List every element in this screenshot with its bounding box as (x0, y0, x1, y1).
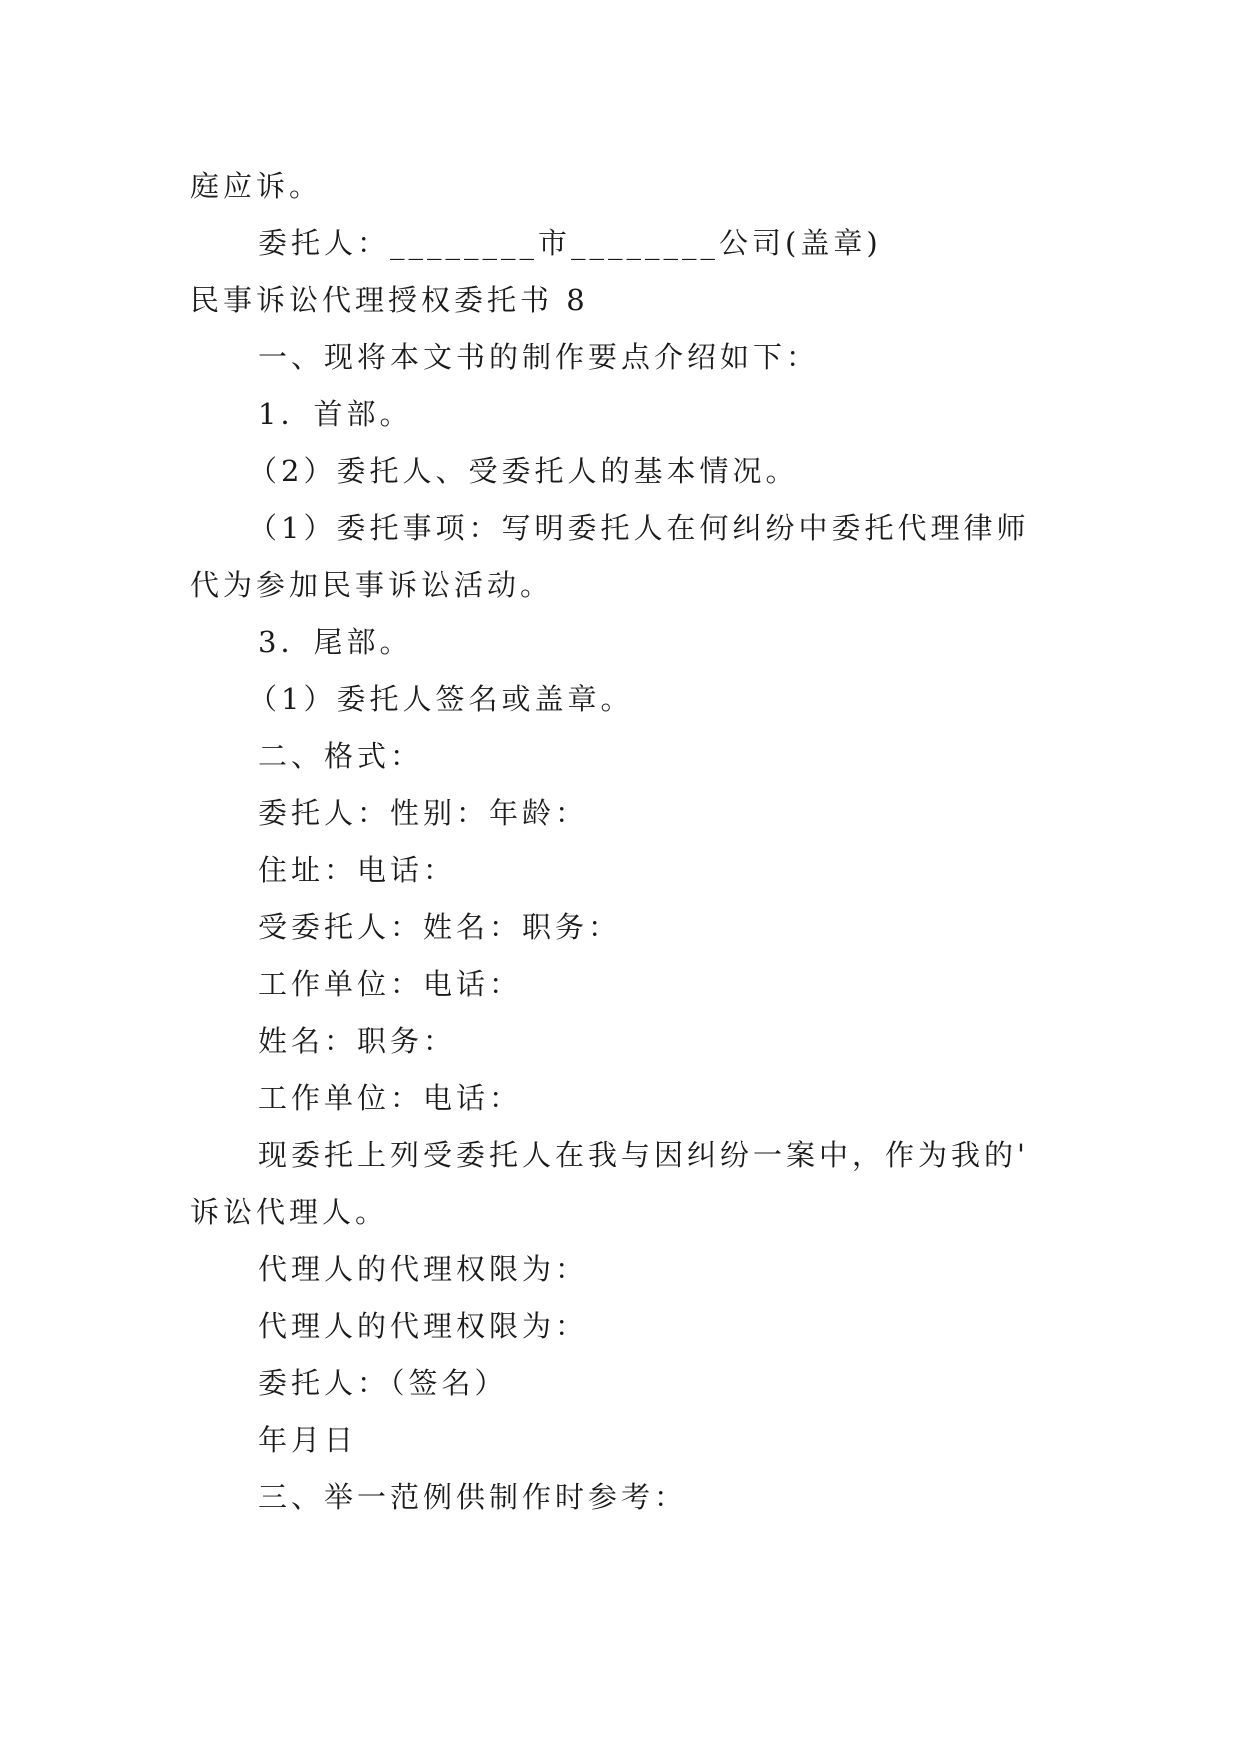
text-line-matters-continued: 代为参加民事诉讼活动。 (190, 568, 554, 602)
text-line-authority-2: 代理人的代理权限为： (258, 1309, 589, 1343)
text-line-date: 年月日 (258, 1423, 358, 1457)
text-line-basic-info: （2）委托人、受委托人的基本情况。 (248, 454, 799, 488)
text-line-footer-item: 3．尾部。 (258, 625, 413, 659)
section-heading: 民事诉讼代理授权委托书 8 (190, 283, 589, 317)
text-line-entrust-continued: 诉讼代理人。 (190, 1195, 389, 1229)
text-line-client-sign: 委托人：（签名） (258, 1366, 508, 1400)
form-field-name: 姓名：职务： (258, 1024, 457, 1058)
text-line-format-heading: 二、格式： (258, 739, 424, 773)
form-field-workplace-2: 工作单位：电话： (258, 1081, 523, 1115)
text-line-continuation: 庭应诉。 (190, 169, 323, 203)
text-line-example-heading: 三、举一范例供制作时参考： (258, 1480, 688, 1514)
text-line-entrust: 现委托上列受委托人在我与因纠纷一案中，作为我的' (258, 1138, 1029, 1172)
text-line-matters: （1）委托事项：写明委托人在何纠纷中委托代理律师 (248, 511, 1030, 545)
text-line-header-item: 1．首部。 (258, 397, 413, 431)
text-line-authority: 代理人的代理权限为： (258, 1252, 589, 1286)
text-line-intro: 一、现将本文书的制作要点介绍如下： (258, 340, 820, 374)
form-field-client: 委托人：性别：年龄： (258, 796, 589, 830)
text-line-client-signature: 委托人：________市________公司(盖章) (258, 226, 882, 260)
form-field-address: 住址：电话： (258, 853, 457, 887)
form-field-agent: 受委托人：姓名：职务： (258, 910, 622, 944)
text-line-sign-seal: （1）委托人签名或盖章。 (248, 682, 634, 716)
form-field-workplace: 工作单位：电话： (258, 967, 523, 1001)
